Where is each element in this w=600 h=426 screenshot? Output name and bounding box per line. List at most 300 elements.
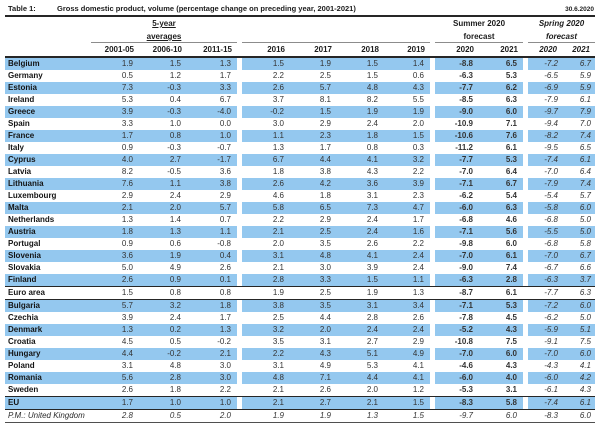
- group-header-5-year: 5-year: [152, 19, 176, 28]
- table-bottom-rule: [5, 422, 595, 423]
- value-cell: 1.3: [412, 288, 424, 297]
- col-header-spring-2021: 2021: [562, 42, 595, 56]
- value-cell: 5.7: [579, 191, 591, 200]
- value-cell: -5.2: [435, 324, 479, 336]
- value-cell: 5.5: [412, 95, 424, 104]
- value-cell: 2.7: [290, 397, 337, 409]
- value-cell: 4.9: [169, 263, 181, 272]
- table-row-poland: [5, 360, 595, 372]
- value-cell: 4.5: [121, 337, 133, 346]
- value-cell: 1.0: [139, 397, 187, 409]
- value-cell: 3.1: [121, 361, 133, 370]
- value-cell: 0.5: [169, 411, 181, 420]
- value-cell: -7.0: [459, 167, 473, 176]
- value-cell: -8.5: [459, 95, 473, 104]
- value-cell: 6.1: [479, 250, 523, 262]
- value-cell: 1.7: [91, 130, 139, 142]
- value-cell: 2.6: [91, 274, 139, 286]
- value-cell: 1.7: [219, 313, 231, 322]
- value-cell: 2.2: [272, 215, 284, 224]
- value-cell: 3.5: [290, 300, 337, 312]
- value-cell: 3.1: [319, 337, 331, 346]
- value-cell: -7.0: [435, 250, 479, 262]
- value-cell: 0.7: [219, 215, 231, 224]
- value-cell: 1.5: [384, 397, 430, 409]
- value-cell: 2.6: [242, 178, 290, 190]
- value-cell: 0.0: [219, 119, 231, 128]
- value-cell: 7.5: [505, 337, 517, 346]
- value-cell: 0.6: [169, 239, 181, 248]
- value-cell: -7.2: [528, 300, 562, 312]
- value-cell: 1.5: [412, 411, 424, 420]
- value-cell: 4.4: [290, 154, 337, 166]
- table-row-ireland: [5, 94, 595, 106]
- value-cell: 2.4: [337, 226, 384, 238]
- value-cell: -0.7: [217, 143, 231, 152]
- value-cell: -10.6: [435, 130, 479, 142]
- col-header-summer-2021: 2021: [479, 42, 523, 56]
- value-cell: 4.8: [337, 82, 384, 94]
- value-cell: 7.3: [337, 202, 384, 214]
- value-cell: -6.9: [528, 82, 562, 94]
- value-cell: 0.9: [139, 274, 187, 286]
- value-cell: 8.1: [319, 95, 331, 104]
- value-cell: 1.8: [272, 167, 284, 176]
- value-cell: 6.1: [505, 288, 517, 297]
- value-cell: 1.9: [337, 106, 384, 118]
- value-cell: -8.3: [544, 411, 558, 420]
- value-cell: 4.1: [384, 372, 430, 384]
- value-cell: 2.1: [272, 385, 284, 394]
- value-cell: 6.3: [579, 288, 591, 297]
- country-label: Slovakia: [8, 263, 41, 272]
- group-subheader-summer-forecast: forecast: [463, 32, 495, 41]
- header-spacer: [5, 17, 91, 30]
- value-cell: 1.7: [319, 143, 331, 152]
- value-cell: -6.3: [528, 274, 562, 286]
- table-row-slovakia: [5, 262, 595, 274]
- value-cell: 5.8: [479, 397, 523, 409]
- value-cell: 4.3: [366, 167, 378, 176]
- value-cell: 1.9: [290, 58, 337, 70]
- value-cell: 5.3: [479, 154, 523, 166]
- value-cell: -0.8: [217, 239, 231, 248]
- value-cell: 4.1: [579, 361, 591, 370]
- value-cell: 0.1: [187, 274, 237, 286]
- value-cell: 7.4: [562, 178, 595, 190]
- value-cell: 6.5: [290, 202, 337, 214]
- value-cell: 7.5: [579, 337, 591, 346]
- value-cell: 5.1: [337, 348, 384, 360]
- value-cell: 0.6: [412, 71, 424, 80]
- value-cell: 6.0: [479, 348, 523, 360]
- value-cell: 2.6: [366, 239, 378, 248]
- table-row-romania: [5, 372, 595, 384]
- value-cell: -0.3: [167, 143, 181, 152]
- table-row-cyprus: [5, 154, 595, 166]
- value-cell: 5.3: [121, 95, 133, 104]
- value-cell: 3.4: [384, 300, 430, 312]
- country-label: Cyprus: [5, 154, 91, 166]
- value-cell: 4.9: [319, 361, 331, 370]
- value-cell: 2.4: [412, 263, 424, 272]
- value-cell: 7.3: [91, 82, 139, 94]
- table-row-slovenia: [5, 250, 595, 262]
- value-cell: 5.0: [579, 313, 591, 322]
- value-cell: 2.8: [366, 313, 378, 322]
- value-cell: 0.9: [121, 143, 133, 152]
- value-cell: -9.8: [459, 239, 473, 248]
- value-cell: 1.2: [412, 385, 424, 394]
- value-cell: 1.3: [366, 411, 378, 420]
- value-cell: 5.3: [366, 361, 378, 370]
- value-cell: 6.7: [219, 95, 231, 104]
- table-row-malta: [5, 202, 595, 214]
- value-cell: 2.6: [121, 385, 133, 394]
- value-cell: 4.8: [290, 250, 337, 262]
- value-cell: 2.4: [384, 324, 430, 336]
- col-header-summer-2020: 2020: [435, 42, 479, 56]
- value-cell: -6.5: [544, 71, 558, 80]
- value-cell: 7.0: [579, 119, 591, 128]
- value-cell: -7.9: [544, 95, 558, 104]
- value-cell: 1.7: [219, 71, 231, 80]
- value-cell: -7.0: [435, 348, 479, 360]
- value-cell: -7.1: [435, 178, 479, 190]
- table-row-finland: [5, 274, 595, 286]
- value-cell: -7.2: [528, 58, 562, 70]
- table-row-greece: [5, 106, 595, 118]
- value-cell: -7.7: [435, 154, 479, 166]
- value-cell: -1.7: [187, 154, 237, 166]
- value-cell: 6.0: [562, 348, 595, 360]
- table-row-bulgaria: [5, 299, 595, 312]
- country-label: Spain: [8, 119, 30, 128]
- value-cell: -9.7: [459, 411, 473, 420]
- value-cell: 1.1: [139, 178, 187, 190]
- value-cell: -5.9: [528, 324, 562, 336]
- value-cell: -6.1: [544, 385, 558, 394]
- value-cell: 2.6: [219, 263, 231, 272]
- value-cell: -8.2: [528, 130, 562, 142]
- country-label: Portugal: [8, 239, 41, 248]
- value-cell: 2.1: [272, 263, 284, 272]
- value-cell: 7.4: [505, 263, 517, 272]
- value-cell: -9.7: [528, 106, 562, 118]
- country-label: Greece: [5, 106, 91, 118]
- value-cell: 0.4: [187, 250, 237, 262]
- value-cell: 1.9: [319, 411, 331, 420]
- value-cell: 4.4: [319, 313, 331, 322]
- country-label: Hungary: [5, 348, 91, 360]
- value-cell: 3.0: [219, 361, 231, 370]
- group-subheader-spring-forecast: forecast: [545, 32, 578, 41]
- value-cell: 1.4: [169, 215, 181, 224]
- value-cell: 2.6: [412, 313, 424, 322]
- col-header-spring-2020: 2020: [528, 42, 562, 56]
- value-cell: 4.0: [91, 154, 139, 166]
- value-cell: 5.7: [187, 202, 237, 214]
- value-cell: 5.9: [562, 82, 595, 94]
- value-cell: 3.5: [272, 337, 284, 346]
- value-cell: 0.2: [139, 324, 187, 336]
- value-cell: -7.4: [528, 397, 562, 409]
- col-header-2016: 2016: [242, 42, 290, 56]
- table-row-latvia: [5, 166, 595, 178]
- col-header-2006-10: 2006-10: [139, 42, 187, 56]
- value-cell: 0.9: [121, 239, 133, 248]
- header-spacer: [5, 42, 91, 56]
- value-cell: 4.4: [337, 372, 384, 384]
- country-label: Lithuania: [5, 178, 91, 190]
- country-label: Euro area: [8, 288, 45, 297]
- value-cell: 1.5: [139, 58, 187, 70]
- value-cell: 3.1: [366, 191, 378, 200]
- value-cell: 7.1: [505, 119, 517, 128]
- value-cell: 2.2: [242, 348, 290, 360]
- value-cell: 1.1: [187, 226, 237, 238]
- value-cell: 1.4: [384, 58, 430, 70]
- col-header-2019: 2019: [384, 42, 430, 56]
- value-cell: 3.0: [187, 372, 237, 384]
- value-cell: 6.7: [242, 154, 290, 166]
- table-row-france: [5, 130, 595, 142]
- value-cell: 6.2: [479, 82, 523, 94]
- value-cell: 2.5: [319, 71, 331, 80]
- value-cell: 4.0: [479, 372, 523, 384]
- table-row-spain: [5, 118, 595, 130]
- value-cell: 6.1: [505, 143, 517, 152]
- value-cell: 2.5: [290, 226, 337, 238]
- value-cell: 1.5: [366, 71, 378, 80]
- country-label: Malta: [5, 202, 91, 214]
- value-cell: -4.6: [459, 361, 473, 370]
- value-cell: 1.5: [337, 58, 384, 70]
- value-cell: 1.0: [187, 397, 237, 409]
- value-cell: -10.9: [454, 119, 473, 128]
- value-cell: 1.3: [272, 143, 284, 152]
- value-cell: 2.1: [337, 397, 384, 409]
- value-cell: 1.3: [139, 226, 187, 238]
- value-cell: 2.0: [139, 202, 187, 214]
- value-cell: -6.7: [544, 263, 558, 272]
- value-cell: 1.5: [290, 106, 337, 118]
- value-cell: -6.2: [544, 313, 558, 322]
- col-header-2017: 2017: [290, 42, 337, 56]
- value-cell: 2.4: [337, 324, 384, 336]
- value-cell: -7.0: [528, 348, 562, 360]
- value-cell: 5.7: [290, 82, 337, 94]
- value-cell: -10.8: [454, 337, 473, 346]
- table-caption: [5, 0, 595, 15]
- value-cell: 3.7: [272, 95, 284, 104]
- header-row-group-line1: [5, 17, 595, 30]
- value-cell: 1.3: [121, 215, 133, 224]
- value-cell: 1.9: [272, 288, 284, 297]
- value-cell: 7.6: [91, 178, 139, 190]
- table-row-portugal: [5, 238, 595, 250]
- value-cell: 6.4: [579, 167, 591, 176]
- country-label: Italy: [8, 143, 25, 152]
- value-cell: -7.7: [435, 82, 479, 94]
- value-cell: -7.1: [435, 226, 479, 238]
- value-cell: 2.4: [169, 313, 181, 322]
- value-cell: 2.9: [319, 119, 331, 128]
- value-cell: 4.1: [337, 250, 384, 262]
- value-cell: 5.4: [505, 191, 517, 200]
- country-label: Finland: [5, 274, 91, 286]
- value-cell: 7.6: [479, 130, 523, 142]
- value-cell: 3.3: [290, 274, 337, 286]
- value-cell: 1.7: [412, 215, 424, 224]
- value-cell: 2.5: [319, 288, 331, 297]
- group-header-spring-forecast: Spring 2020: [538, 19, 585, 28]
- value-cell: 6.0: [505, 411, 517, 420]
- value-cell: 0.4: [169, 95, 181, 104]
- value-cell: 3.6: [337, 178, 384, 190]
- value-cell: -7.8: [459, 313, 473, 322]
- value-cell: -4.3: [544, 361, 558, 370]
- value-cell: 2.4: [384, 250, 430, 262]
- country-label: Luxembourg: [8, 191, 57, 200]
- group-subheader-averages: averages: [146, 32, 182, 41]
- value-cell: -6.0: [528, 372, 562, 384]
- value-cell: -5.8: [528, 202, 562, 214]
- group-header-summer-forecast: Summer 2020: [452, 19, 506, 28]
- value-cell: 2.7: [366, 337, 378, 346]
- value-cell: 2.2: [219, 385, 231, 394]
- value-cell: 4.2: [562, 372, 595, 384]
- value-cell: -7.1: [435, 300, 479, 312]
- value-cell: 3.6: [219, 167, 231, 176]
- value-cell: 2.0: [272, 239, 284, 248]
- value-cell: -7.4: [528, 154, 562, 166]
- value-cell: 2.0: [412, 119, 424, 128]
- value-cell: 6.1: [579, 95, 591, 104]
- value-cell: 6.5: [479, 58, 523, 70]
- value-cell: 1.9: [384, 106, 430, 118]
- value-cell: 2.5: [272, 313, 284, 322]
- value-cell: 1.8: [337, 130, 384, 142]
- value-cell: 6.0: [505, 239, 517, 248]
- value-cell: 6.0: [579, 411, 591, 420]
- value-cell: 1.7: [91, 397, 139, 409]
- value-cell: 2.0: [290, 324, 337, 336]
- value-cell: 3.9: [121, 313, 133, 322]
- value-cell: 7.4: [562, 130, 595, 142]
- value-cell: 1.8: [169, 385, 181, 394]
- value-cell: 2.4: [169, 191, 181, 200]
- table-row-hungary: [5, 348, 595, 360]
- country-label: Slovenia: [5, 250, 91, 262]
- value-cell: 3.2: [384, 154, 430, 166]
- col-header-2011-15: 2011-15: [187, 42, 237, 56]
- value-cell: 1.0: [169, 119, 181, 128]
- value-cell: 1.5: [121, 288, 133, 297]
- country-label: Croatia: [8, 337, 36, 346]
- value-cell: 2.1: [91, 202, 139, 214]
- col-header-2001-05: 2001-05: [91, 42, 139, 56]
- value-cell: -7.9: [528, 178, 562, 190]
- value-cell: 2.2: [272, 71, 284, 80]
- table-row-luxembourg: [5, 190, 595, 202]
- country-label: Netherlands: [8, 215, 55, 224]
- table-row-netherlands: [5, 214, 595, 226]
- value-cell: 1.5: [337, 274, 384, 286]
- value-cell: 2.6: [242, 82, 290, 94]
- value-cell: 8.2: [121, 167, 133, 176]
- value-cell: -6.2: [459, 191, 473, 200]
- value-cell: -5.4: [544, 191, 558, 200]
- value-cell: -6.8: [544, 215, 558, 224]
- value-cell: 5.6: [91, 372, 139, 384]
- value-cell: 0.8: [366, 143, 378, 152]
- value-cell: 5.6: [479, 226, 523, 238]
- value-cell: 6.0: [562, 300, 595, 312]
- value-cell: 2.8: [121, 411, 133, 420]
- value-cell: 1.0: [187, 130, 237, 142]
- value-cell: 6.1: [562, 397, 595, 409]
- table-row-denmark: [5, 324, 595, 336]
- country-label: Latvia: [8, 167, 32, 176]
- value-cell: 0.8: [139, 130, 187, 142]
- value-cell: 2.9: [319, 215, 331, 224]
- value-cell: -8.3: [435, 397, 479, 409]
- value-cell: 1.3: [187, 324, 237, 336]
- value-cell: 3.6: [91, 250, 139, 262]
- value-cell: 2.4: [366, 119, 378, 128]
- value-cell: 2.2: [412, 167, 424, 176]
- table-row-croatia: [5, 336, 595, 348]
- publication-date: 30.6.2020: [565, 6, 594, 13]
- table-row-germany: [5, 70, 595, 82]
- value-cell: -0.5: [167, 167, 181, 176]
- table-row-lithuania: [5, 178, 595, 190]
- country-label: EU: [5, 397, 91, 409]
- value-cell: 6.0: [562, 202, 595, 214]
- value-cell: 1.9: [91, 58, 139, 70]
- value-cell: 2.7: [139, 154, 187, 166]
- value-cell: 3.8: [319, 167, 331, 176]
- value-cell: 5.8: [579, 239, 591, 248]
- value-cell: 1.3: [91, 324, 139, 336]
- table-row-belgium: [5, 58, 595, 70]
- value-cell: -6.3: [435, 274, 479, 286]
- value-cell: 4.4: [91, 348, 139, 360]
- page-title: Gross domestic product, volume (percentage change on preceding year, 2001-2021): [57, 4, 356, 13]
- value-cell: 5.0: [121, 263, 133, 272]
- value-cell: 6.7: [562, 58, 595, 70]
- value-cell: 0.5: [121, 71, 133, 80]
- value-cell: 3.8: [187, 178, 237, 190]
- value-cell: -5.3: [459, 385, 473, 394]
- value-cell: 3.2: [139, 300, 187, 312]
- value-cell: 3.7: [562, 274, 595, 286]
- value-cell: 2.2: [412, 239, 424, 248]
- value-cell: 4.3: [505, 361, 517, 370]
- country-label: France: [5, 130, 91, 142]
- country-label: Sweden: [8, 385, 39, 394]
- value-cell: 2.9: [412, 337, 424, 346]
- table-row-eu: [5, 396, 595, 409]
- value-cell: 4.2: [290, 178, 337, 190]
- value-cell: 6.1: [562, 154, 595, 166]
- value-cell: 3.9: [384, 178, 430, 190]
- value-cell: 7.1: [290, 372, 337, 384]
- value-cell: 1.8: [319, 191, 331, 200]
- value-cell: 3.1: [337, 300, 384, 312]
- value-cell: -8.8: [435, 58, 479, 70]
